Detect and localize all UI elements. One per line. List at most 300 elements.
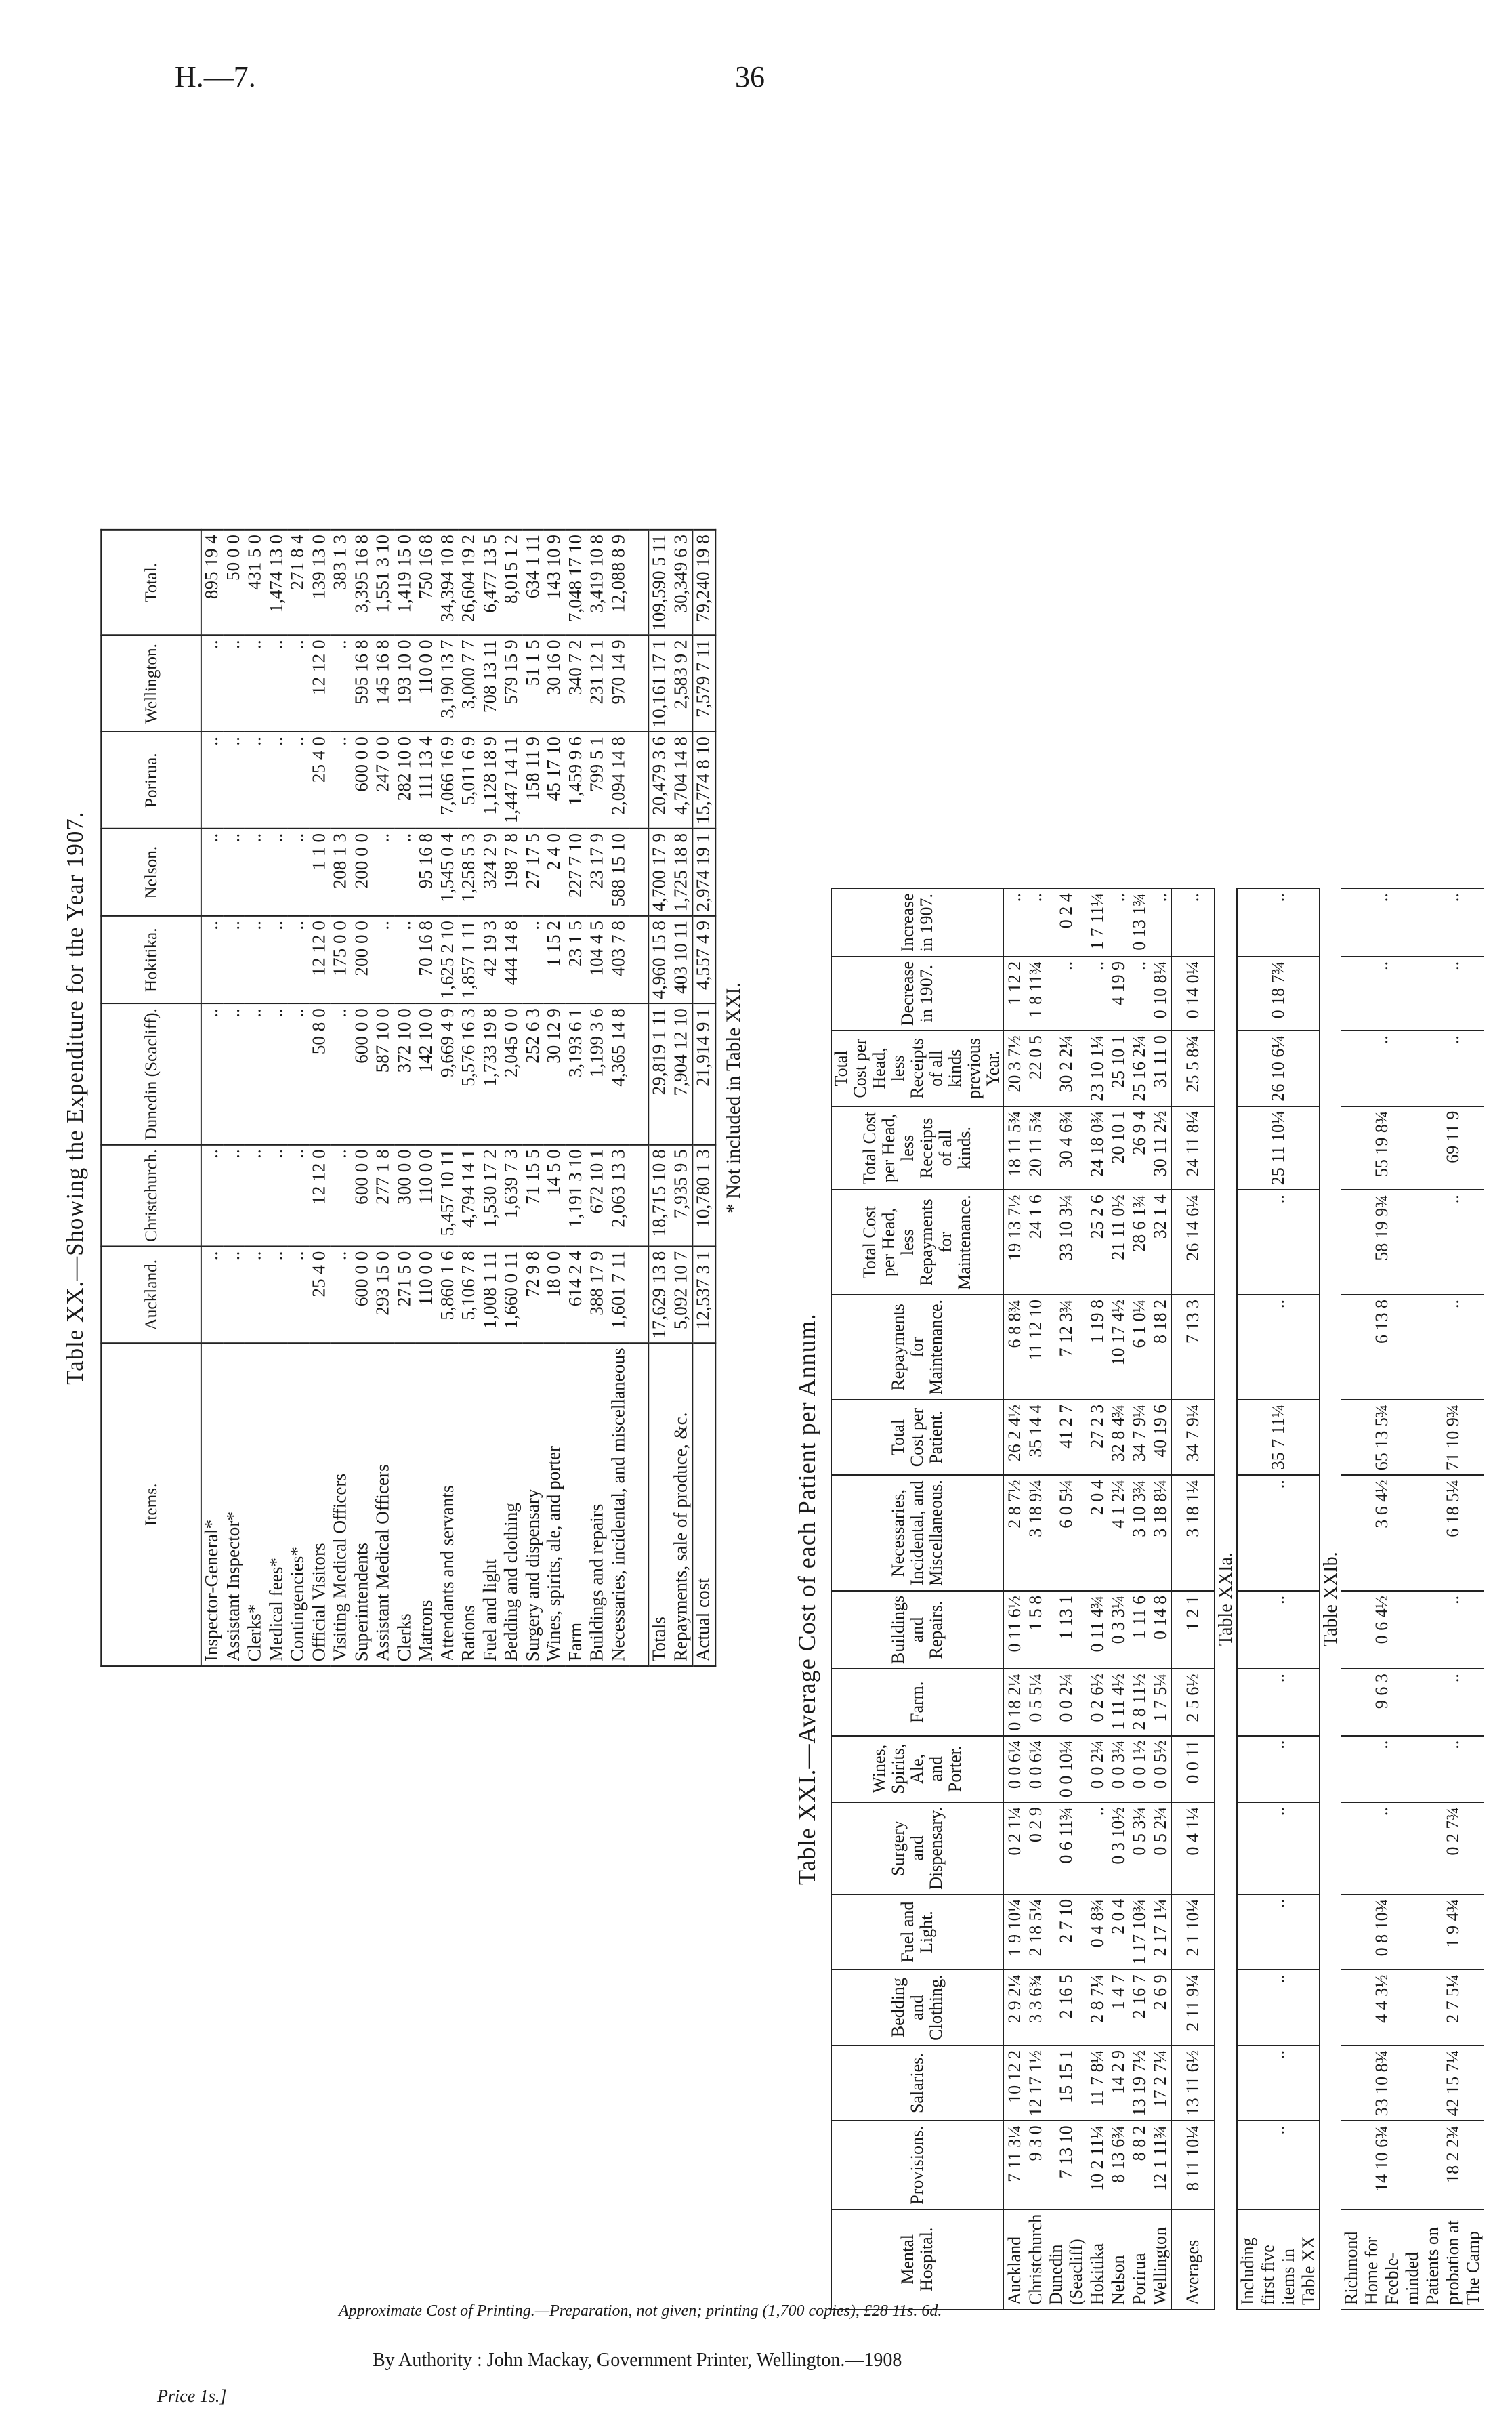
table-row — [1129, 888, 1150, 2310]
row-value: 71 10 9¾ — [1423, 1400, 1484, 1476]
row-value: 50 8 0 — [309, 1003, 331, 1144]
row-item-label: Bedding and clothing — [501, 1344, 523, 1666]
row-item-label: Clerks* — [245, 1344, 266, 1666]
table-xxi — [831, 888, 1484, 2310]
row-value: 7,579 7 11 — [692, 636, 715, 732]
row-value: 5,457 10 11 — [437, 1144, 459, 1246]
row-value: .. — [373, 916, 394, 1003]
row-value: 282 10 0 — [394, 732, 416, 829]
row-value: 0 8 10¾ — [1341, 1894, 1423, 1970]
row-value: .. — [1341, 1031, 1423, 1106]
hospital-name: Patients on probation at The Camp — [1423, 2209, 1484, 2310]
row-value: 2 16 7 — [1129, 1970, 1150, 2045]
table-xx-col-header: Auckland. — [101, 1247, 201, 1344]
row-value: 1 11 4½ — [1108, 1669, 1129, 1736]
row-item-label: Superintendents — [352, 1344, 373, 1666]
row-value: .. — [287, 636, 309, 732]
row-value: .. — [201, 1144, 224, 1246]
row-value: 12 12 0 — [309, 916, 331, 1003]
row-value: 7 11 3¼ — [1003, 2121, 1025, 2209]
row-value: 14 10 6¾ — [1341, 2121, 1423, 2209]
row-value: .. — [1237, 1802, 1320, 1894]
row-value: 3,395 16 8 — [352, 530, 373, 635]
row-value: .. — [1087, 1802, 1108, 1894]
row-value: .. — [1423, 1190, 1484, 1295]
row-value: 383 1 3 — [330, 530, 352, 635]
row-value: 0 4 1¼ — [1171, 1802, 1215, 1894]
row-value: 8 11 10¼ — [1171, 2121, 1215, 2209]
row-value: .. — [1025, 888, 1046, 957]
table-row — [587, 530, 608, 1666]
row-value: .. — [1423, 1295, 1484, 1400]
row-value: .. — [394, 916, 416, 1003]
row-value: 111 13 4 — [415, 732, 437, 829]
row-value: 7,904 12 10 — [671, 1003, 693, 1144]
row-item-label: Inspector-General* — [201, 1344, 224, 1666]
table-xxi-col-header: Bedding and Clothing. — [831, 1970, 1003, 2045]
row-item-label: Actual cost — [692, 1344, 715, 1666]
table-xx-footnote: * Not included in Table XXI. — [722, 982, 744, 1213]
table-row — [608, 530, 630, 1666]
row-value: 2 1 10¼ — [1171, 1894, 1215, 1970]
table-xxi-col-header: Total Cost per Head, less Repayments for Maintenance. — [831, 1190, 1003, 1295]
row-value: .. — [1423, 1031, 1484, 1106]
row-value: 1,551 3 10 — [373, 530, 394, 635]
table-xxi-col-header: Total Cost per Head, less Receipts of all kinds previous Year. — [831, 1031, 1003, 1106]
row-item-label: Rations — [459, 1344, 480, 1666]
row-value: 2 6 9 — [1150, 1970, 1171, 2045]
row-value: 104 4 5 — [587, 916, 608, 1003]
table-row — [352, 530, 373, 1666]
row-value: 1,639 7 3 — [501, 1144, 523, 1246]
row-value: 5,576 16 3 — [459, 1003, 480, 1144]
row-value: 0 2 6½ — [1087, 1669, 1108, 1736]
row-value: 1 5 8 — [1025, 1591, 1046, 1669]
page-number: 36 — [735, 60, 765, 93]
row-value: .. — [1046, 957, 1087, 1031]
row-value: 1 11 6 — [1129, 1591, 1150, 1669]
row-value: 12 12 0 — [309, 1144, 331, 1246]
row-value: 600 0 0 — [352, 1247, 373, 1344]
row-value: 35 7 11¼ — [1237, 1400, 1320, 1476]
row-value: 1 1 0 — [309, 829, 331, 916]
row-value: 1 9 10¼ — [1003, 1894, 1025, 1970]
row-value: 24 1 6 — [1025, 1190, 1046, 1295]
row-value: 10 17 4½ — [1108, 1295, 1129, 1400]
row-value: 0 14 0¼ — [1171, 957, 1215, 1031]
row-value: 2 11 9¼ — [1171, 1970, 1215, 2045]
table-row — [1025, 888, 1046, 2310]
spacer-cell — [629, 1144, 648, 1246]
table-xx-col-header: Christchurch. — [101, 1144, 201, 1246]
row-value: 20 10 1 — [1108, 1106, 1129, 1190]
row-value: .. — [1237, 888, 1320, 957]
row-value: 0 11 6½ — [1003, 1591, 1025, 1669]
row-item-label: Assistant Medical Officers — [373, 1344, 394, 1666]
row-item-label: Official Visitors — [309, 1344, 331, 1666]
row-value: 6,477 13 5 — [480, 530, 501, 635]
row-value: 231 12 1 — [587, 636, 608, 732]
hospital-name: Porirua — [1129, 2209, 1150, 2310]
row-value: 1 7 5¼ — [1150, 1669, 1171, 1736]
spacer-cell — [629, 1344, 648, 1666]
row-value: .. — [1423, 888, 1484, 957]
row-value: 34 7 9¼ — [1171, 1400, 1215, 1476]
table-xxi-col-header: Increase in 1907. — [831, 888, 1003, 957]
row-value: 2,094 14 8 — [608, 732, 630, 829]
table-xx-col-header: Wellington. — [101, 636, 201, 732]
row-value: .. — [1237, 1190, 1320, 1295]
row-value: 42 19 3 — [480, 916, 501, 1003]
row-value: .. — [223, 916, 245, 1003]
row-value: 58 19 9¾ — [1341, 1190, 1423, 1295]
row-value: .. — [1150, 888, 1171, 957]
row-value: 0 18 2¼ — [1003, 1669, 1025, 1736]
row-value: 2,583 9 2 — [671, 636, 693, 732]
row-value: 0 0 10¼ — [1046, 1736, 1087, 1803]
row-value: .. — [1129, 957, 1150, 1031]
table-xxi-col-header: Salaries. — [831, 2045, 1003, 2121]
row-value: 1,725 18 8 — [671, 829, 693, 916]
hospital-name: Auckland — [1003, 2209, 1025, 2310]
table-row — [287, 530, 309, 1666]
row-value: 32 1 4 — [1150, 1190, 1171, 1295]
table-xxi-col-header: Repayments for Maintenance. — [831, 1295, 1003, 1400]
row-value: 8 8 2 — [1129, 2121, 1150, 2209]
row-value: .. — [1423, 1591, 1484, 1669]
row-value: .. — [1237, 1970, 1320, 2045]
row-value: .. — [1237, 1591, 1320, 1669]
printing-cost-note: Approximate Cost of Printing.—Preparation, not given; printing (1,700 copies), £28 11s. 6d. — [339, 2302, 942, 2320]
row-value: .. — [266, 829, 288, 916]
row-value: 372 10 0 — [394, 1003, 416, 1144]
spacer-cell — [629, 732, 648, 829]
row-value: 1,191 3 10 — [565, 1144, 587, 1246]
row-value: 10 2 11¼ — [1087, 2121, 1108, 2209]
table-row — [1087, 888, 1108, 2310]
row-value: 4,365 14 8 — [608, 1003, 630, 1144]
row-value: 403 10 11 — [671, 916, 693, 1003]
row-value: 13 19 7½ — [1129, 2045, 1150, 2121]
spacer-row — [629, 530, 648, 1666]
row-value: 7,935 9 5 — [671, 1144, 693, 1246]
row-value: 2 18 5¼ — [1025, 1894, 1046, 1970]
row-value: 27 2 3 — [1087, 1400, 1108, 1476]
row-value: 1,199 3 6 — [587, 1003, 608, 1144]
row-value: 1,447 14 11 — [501, 732, 523, 829]
table-row — [309, 530, 331, 1666]
row-value: 26,604 19 2 — [459, 530, 480, 635]
row-value: 26 10 6¼ — [1237, 1031, 1320, 1106]
row-value: 3,419 10 8 — [587, 530, 608, 635]
row-value: .. — [223, 1003, 245, 1144]
table-row — [330, 530, 352, 1666]
row-value: 579 15 9 — [501, 636, 523, 732]
row-value: 1 12 2 — [1003, 957, 1025, 1031]
row-value: 1 4 7 — [1108, 1970, 1129, 2045]
row-value: 2 9 2¼ — [1003, 1970, 1025, 2045]
hospital-name: Averages — [1171, 2209, 1215, 2310]
table-row — [1046, 888, 1087, 2310]
row-value: 50 0 0 — [223, 530, 245, 635]
table-xx-col-header: Porirua. — [101, 732, 201, 829]
row-value: 271 8 4 — [287, 530, 309, 635]
row-value: 69 11 9 — [1423, 1106, 1484, 1190]
row-value: 0 0 1½ — [1129, 1736, 1150, 1803]
row-value: 33 10 3¼ — [1046, 1190, 1087, 1295]
row-value: 2 8 11½ — [1129, 1669, 1150, 1736]
row-item-label: Wines, spirits, ale, and porter — [544, 1344, 566, 1666]
row-value: 799 5 1 — [587, 732, 608, 829]
row-value: 145 16 8 — [373, 636, 394, 732]
row-value: .. — [287, 732, 309, 829]
row-value: 1,601 7 11 — [608, 1247, 630, 1344]
row-value: 9 3 0 — [1025, 2121, 1046, 2209]
row-value: 0 5 2¼ — [1150, 1802, 1171, 1894]
row-value: 25 11 10¼ — [1237, 1106, 1320, 1190]
row-value: 5,011 6 9 — [459, 732, 480, 829]
row-value: .. — [201, 916, 224, 1003]
row-value: 2 5 6½ — [1171, 1669, 1215, 1736]
table-row — [223, 530, 245, 1666]
row-value: .. — [223, 636, 245, 732]
row-value: 5,092 10 7 — [671, 1247, 693, 1344]
row-value: 0 4 8¾ — [1087, 1894, 1108, 1970]
table-row — [480, 530, 501, 1666]
row-value: .. — [1423, 1669, 1484, 1736]
row-value: .. — [287, 1247, 309, 1344]
row-value: 23 17 9 — [587, 829, 608, 916]
row-value: 7,048 17 10 — [565, 530, 587, 635]
row-value: 143 10 9 — [544, 530, 566, 635]
table-xxi-col-header: Necessaries, Incidental, and Miscellaneous. — [831, 1475, 1003, 1591]
row-value: 19 13 7½ — [1003, 1190, 1025, 1295]
row-value: 10 12 2 — [1003, 2045, 1025, 2121]
row-value: 109,590 5 11 — [648, 530, 671, 635]
row-value: 895 19 4 — [201, 530, 224, 635]
row-value: 0 0 11 — [1171, 1736, 1215, 1803]
row-value: 0 2 1¼ — [1003, 1802, 1025, 1894]
row-value: 110 0 0 — [415, 1247, 437, 1344]
row-value: 1,660 0 11 — [501, 1247, 523, 1344]
table-xxi-col-header: Farm. — [831, 1669, 1003, 1736]
row-value: .. — [245, 636, 266, 732]
row-value: .. — [1341, 957, 1423, 1031]
row-value: 15,774 8 10 — [692, 732, 715, 829]
row-value: 247 0 0 — [373, 732, 394, 829]
table-row — [245, 530, 266, 1666]
row-value: 45 17 10 — [544, 732, 566, 829]
row-value: 3 18 1¼ — [1171, 1475, 1215, 1591]
row-item-label: Fuel and light — [480, 1344, 501, 1666]
table-xx-col-header: Hokitika. — [101, 916, 201, 1003]
row-value: 8 13 6¾ — [1108, 2121, 1129, 2209]
row-value: 1,419 15 0 — [394, 530, 416, 635]
row-value: 6 8 8¾ — [1003, 1295, 1025, 1400]
row-value: 708 13 11 — [480, 636, 501, 732]
table-row — [1003, 888, 1025, 2310]
row-value: 0 2 7¾ — [1423, 1802, 1484, 1894]
row-value: 0 18 7¾ — [1237, 957, 1320, 1031]
row-value: 3 18 9¼ — [1025, 1475, 1046, 1591]
row-value: 2 7 5¼ — [1423, 1970, 1484, 2045]
row-value: 277 1 8 — [373, 1144, 394, 1246]
row-value: 588 15 10 — [608, 829, 630, 916]
row-value: 21,914 9 1 — [692, 1003, 715, 1144]
row-item-label: Attendants and servants — [437, 1344, 459, 1666]
row-value: .. — [330, 636, 352, 732]
row-value: 18 2 2¾ — [1423, 2121, 1484, 2209]
table-xxi-title: Table XXI.—Average Cost of each Patient per Annum. — [793, 1313, 820, 1885]
table-xx-col-header: Items. — [101, 1344, 201, 1666]
row-value: .. — [1341, 1802, 1423, 1894]
row-value: 79,240 19 8 — [692, 530, 715, 635]
row-value: 2 0 4 — [1108, 1894, 1129, 1970]
row-value: 175 0 0 — [330, 916, 352, 1003]
row-value: 5,106 7 8 — [459, 1247, 480, 1344]
row-value: 30,349 6 3 — [671, 530, 693, 635]
table-xx-col-header: Dunedin (Seacliff). — [101, 1003, 201, 1144]
row-value: 0 2 9 — [1025, 1802, 1046, 1894]
row-value: 40 19 6 — [1150, 1400, 1171, 1476]
row-value: .. — [1341, 888, 1423, 957]
row-item-label: Necessaries, incidental, and miscellaneous — [608, 1344, 630, 1666]
row-value: 0 2 4 — [1046, 888, 1087, 957]
row-value: 35 14 4 — [1025, 1400, 1046, 1476]
row-value: 6 18 5¼ — [1423, 1475, 1484, 1591]
row-value: 1,857 1 11 — [459, 916, 480, 1003]
row-value: .. — [245, 732, 266, 829]
row-value: 2 17 1¼ — [1150, 1894, 1171, 1970]
row-value: 2,063 13 3 — [608, 1144, 630, 1246]
row-value: .. — [266, 1003, 288, 1144]
row-value: 22 0 5 — [1025, 1031, 1046, 1106]
row-value: 8,015 1 2 — [501, 530, 523, 635]
row-value: 1 13 1 — [1046, 1591, 1087, 1669]
row-value: .. — [201, 636, 224, 732]
row-value: 20,479 3 6 — [648, 732, 671, 829]
table-xxi-col-header: Total Cost per Head, less Receipts of all kinds. — [831, 1106, 1003, 1190]
row-value: 1,459 9 6 — [565, 732, 587, 829]
row-value: 0 10 8¼ — [1150, 957, 1171, 1031]
row-value: 3,000 7 7 — [459, 636, 480, 732]
spacer-cell — [629, 636, 648, 732]
row-value: 1,008 1 11 — [480, 1247, 501, 1344]
table-xxi-col-header: Buildings and Repairs. — [831, 1591, 1003, 1669]
row-value: 7,066 16 9 — [437, 732, 459, 829]
table-row — [415, 530, 437, 1666]
row-value: 0 6 11¾ — [1046, 1802, 1087, 1894]
row-value: 600 0 0 — [352, 1144, 373, 1246]
row-value: 1 8 11¾ — [1025, 957, 1046, 1031]
row-item-label: Totals — [648, 1344, 671, 1666]
row-value: 1 19 8 — [1087, 1295, 1108, 1400]
row-value: .. — [330, 732, 352, 829]
authority-line: By Authority : John Mackay, Government Printer, Wellington.—1908 — [373, 2350, 902, 2371]
row-value: 55 19 8¾ — [1341, 1106, 1423, 1190]
row-value: .. — [266, 732, 288, 829]
row-value: .. — [245, 829, 266, 916]
table-xx-block — [61, 529, 745, 1667]
row-value: 65 13 5¾ — [1341, 1400, 1423, 1476]
row-value: 4 19 9 — [1108, 957, 1129, 1031]
row-value: 3 18 8¼ — [1150, 1475, 1171, 1591]
table-row — [544, 530, 566, 1666]
row-value: 2 0 4 — [1087, 1475, 1108, 1591]
row-value: .. — [330, 1247, 352, 1344]
row-value: 20 3 7½ — [1003, 1031, 1025, 1106]
row-value: 271 5 0 — [394, 1247, 416, 1344]
row-value: 8 18 2 — [1150, 1295, 1171, 1400]
row-value: 198 7 8 — [501, 829, 523, 916]
row-value: 14 5 0 — [544, 1144, 566, 1246]
row-value: 444 14 8 — [501, 916, 523, 1003]
table-xxi-block — [793, 888, 1484, 2310]
spacer-cell — [629, 1247, 648, 1344]
row-value: 1 2 1 — [1171, 1591, 1215, 1669]
row-value: .. — [266, 1247, 288, 1344]
row-value: .. — [1003, 888, 1025, 957]
row-value: 2 8 7½ — [1003, 1475, 1025, 1591]
row-value: 208 1 3 — [330, 829, 352, 916]
row-value: .. — [245, 1003, 266, 1144]
row-value: 13 11 6½ — [1171, 2045, 1215, 2121]
row-value: 3 3 6¾ — [1025, 1970, 1046, 2045]
row-value: .. — [287, 1144, 309, 1246]
row-value: 30 4 6¾ — [1046, 1106, 1087, 1190]
row-value: 5,860 1 6 — [437, 1247, 459, 1344]
row-value: 595 16 8 — [352, 636, 373, 732]
row-value: 1,733 19 8 — [480, 1003, 501, 1144]
row-value: 0 14 8 — [1150, 1591, 1171, 1669]
row-value: 2 16 5 — [1046, 1970, 1087, 2045]
row-value: 158 11 9 — [522, 732, 544, 829]
table-row — [671, 530, 693, 1666]
row-value: 12 1 11¾ — [1150, 2121, 1171, 2209]
row-value: .. — [1237, 2045, 1320, 2121]
row-value: 25 4 0 — [309, 732, 331, 829]
row-value: 139 13 0 — [309, 530, 331, 635]
row-value: 11 7 8¼ — [1087, 2045, 1108, 2121]
row-value: .. — [201, 732, 224, 829]
row-value: 324 2 9 — [480, 829, 501, 916]
row-value: 431 5 0 — [245, 530, 266, 635]
row-value: 0 0 2¼ — [1087, 1736, 1108, 1803]
row-value: 2,045 0 0 — [501, 1003, 523, 1144]
row-value: 0 5 5¼ — [1025, 1669, 1046, 1736]
row-value: 9,669 4 9 — [437, 1003, 459, 1144]
table-row — [1108, 888, 1129, 2310]
row-value: .. — [287, 916, 309, 1003]
row-value: 7 13 3 — [1171, 1295, 1215, 1400]
spacer-cell — [629, 916, 648, 1003]
row-value: 293 15 0 — [373, 1247, 394, 1344]
row-value: 3 10 3¾ — [1129, 1475, 1150, 1591]
row-value: 24 18 0¾ — [1087, 1106, 1108, 1190]
row-item-label: Buildings and repairs — [587, 1344, 608, 1666]
row-value: 11 12 10 — [1025, 1295, 1046, 1400]
table-row — [565, 530, 587, 1666]
spacer-cell — [629, 1003, 648, 1144]
row-value: 30 16 0 — [544, 636, 566, 732]
row-value: .. — [245, 1247, 266, 1344]
row-value: .. — [1423, 957, 1484, 1031]
row-value: 6 13 8 — [1341, 1295, 1423, 1400]
row-value: 1,545 0 4 — [437, 829, 459, 916]
row-value: 15 15 1 — [1046, 2045, 1087, 2121]
caption-row — [1320, 888, 1341, 2310]
row-value: 3,190 13 7 — [437, 636, 459, 732]
